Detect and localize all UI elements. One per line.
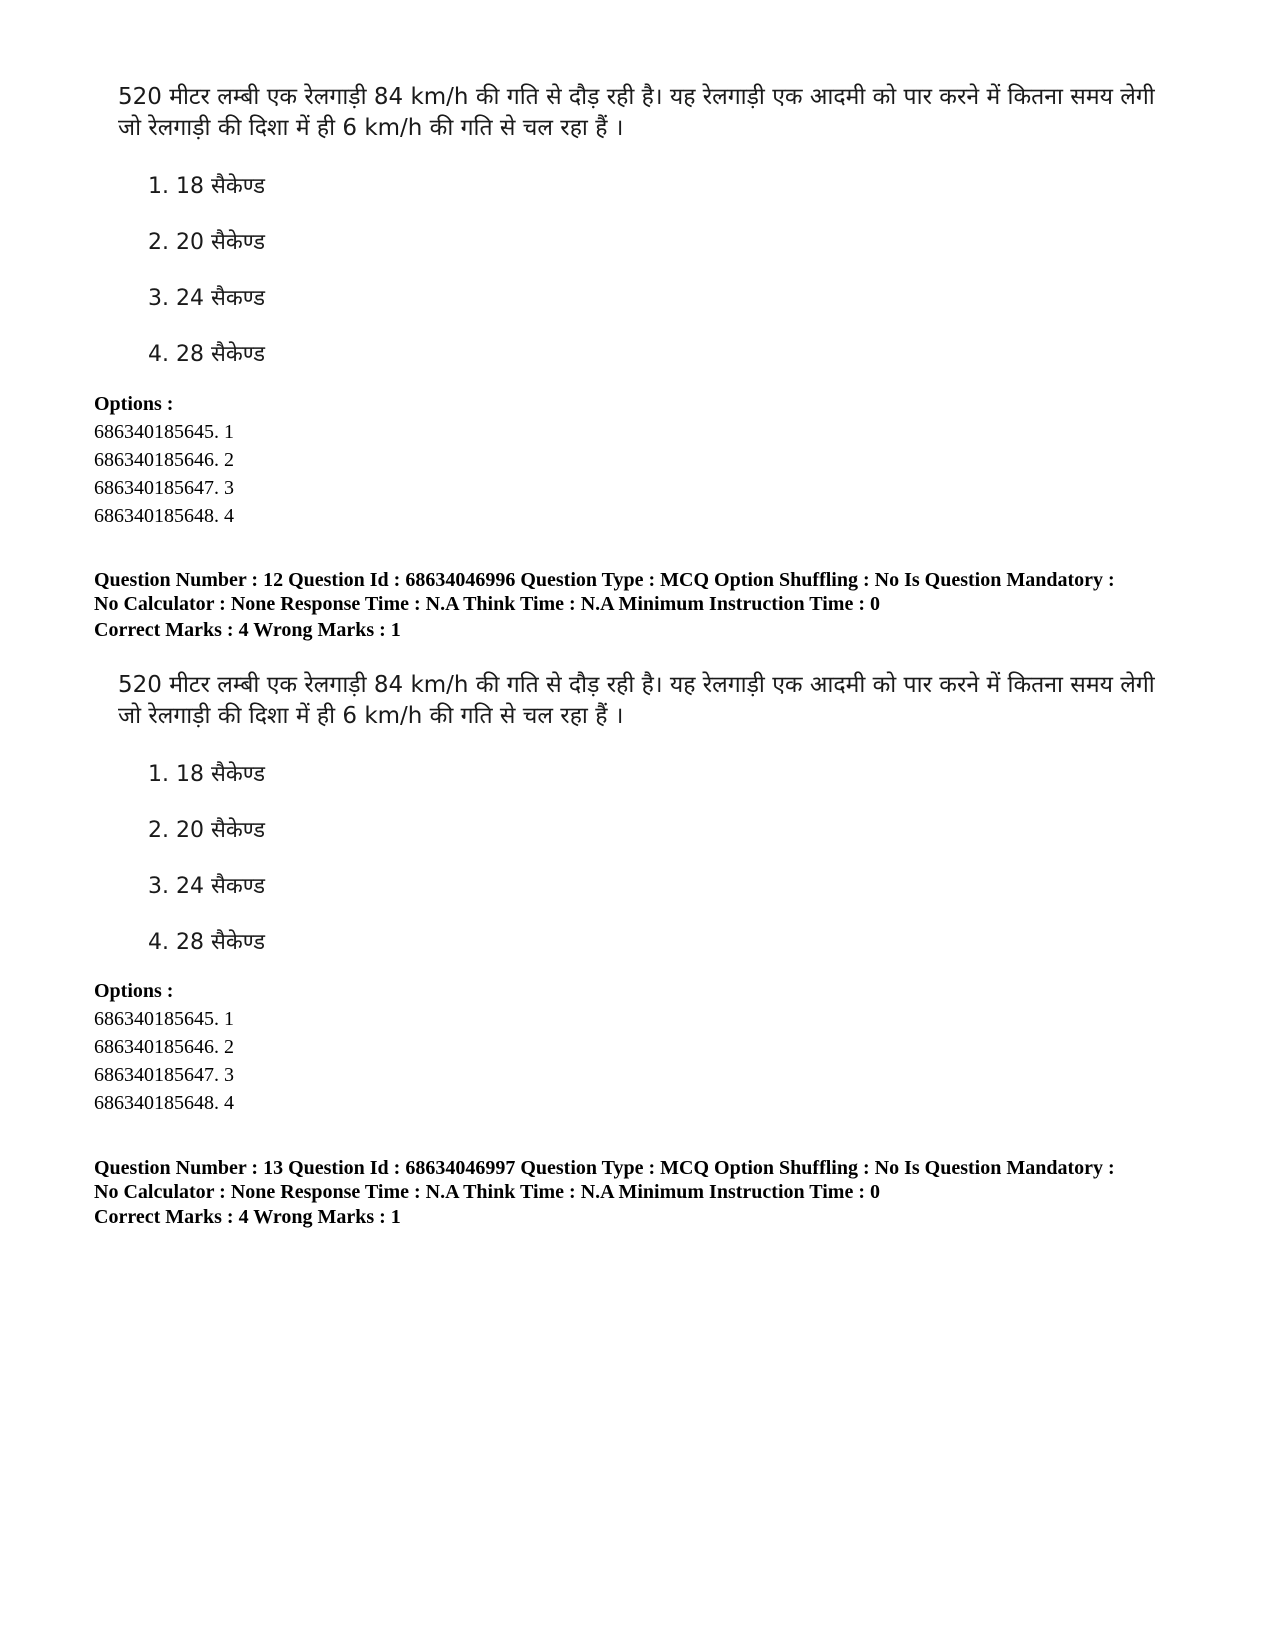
answer-choice: 4. 28 सैकेण्ड	[148, 342, 265, 367]
option-id-line: 686340185646. 2	[94, 449, 234, 471]
question-meta	[94, 568, 1194, 616]
options-title: Options :	[94, 393, 174, 415]
marks-line: Correct Marks : 4 Wrong Marks : 1	[94, 619, 401, 641]
option-id-line: 686340185646. 2	[94, 1036, 234, 1058]
answer-choice: 3. 24 सैकण्ड	[148, 874, 265, 899]
option-id-line: 686340185645. 1	[94, 421, 234, 443]
options-title: Options :	[94, 980, 174, 1002]
answer-choice: 1. 18 सैकेण्ड	[148, 174, 265, 199]
question-meta-line: No Calculator : None Response Time : N.A Think Time : N.A Minimum Instruction Time : 0	[94, 1181, 880, 1203]
answer-choice: 3. 24 सैकण्ड	[148, 286, 265, 311]
question-text: 520 मीटर लम्बी एक रेलगाड़ी 84 km/h की गति से दौड़ रही है। यह रेलगाड़ी एक आदमी को पार करने में कितना समय लेगी जो रेलगाड़ी की दिशा में ही 6 km/h की गति से चल रहा हैं ।	[118, 84, 1155, 141]
question-image	[118, 82, 1178, 367]
option-id-line: 686340185645. 1	[94, 1008, 234, 1030]
question-text: 520 मीटर लम्बी एक रेलगाड़ी 84 km/h की गति से दौड़ रही है। यह रेलगाड़ी एक आदमी को पार करने में कितना समय लेगी जो रेलगाड़ी की दिशा में ही 6 km/h की गति से चल रहा हैं ।	[118, 672, 1155, 729]
marks-line: Correct Marks : 4 Wrong Marks : 1	[94, 1206, 401, 1228]
answer-choice: 2. 20 सैकेण्ड	[148, 818, 265, 843]
question-meta-line: Question Number : 13 Question Id : 68634046997 Question Type : MCQ Option Shuffling : No Is Question Mandatory :	[94, 1157, 1115, 1179]
option-id-line: 686340185648. 4	[94, 505, 234, 527]
question-meta-line: Question Number : 12 Question Id : 68634046996 Question Type : MCQ Option Shuffling : No Is Question Mandatory :	[94, 569, 1115, 591]
answer-choice: 1. 18 सैकेण्ड	[148, 762, 265, 787]
option-id-line: 686340185647. 3	[94, 477, 234, 499]
question-image	[118, 670, 1178, 955]
question-meta-line: No Calculator : None Response Time : N.A Think Time : N.A Minimum Instruction Time : 0	[94, 593, 880, 615]
answer-choice: 2. 20 सैकेण्ड	[148, 230, 265, 255]
option-id-line: 686340185648. 4	[94, 1092, 234, 1114]
option-id-line: 686340185647. 3	[94, 1064, 234, 1086]
question-meta	[94, 1156, 1194, 1204]
answer-choice: 4. 28 सैकेण्ड	[148, 930, 265, 955]
